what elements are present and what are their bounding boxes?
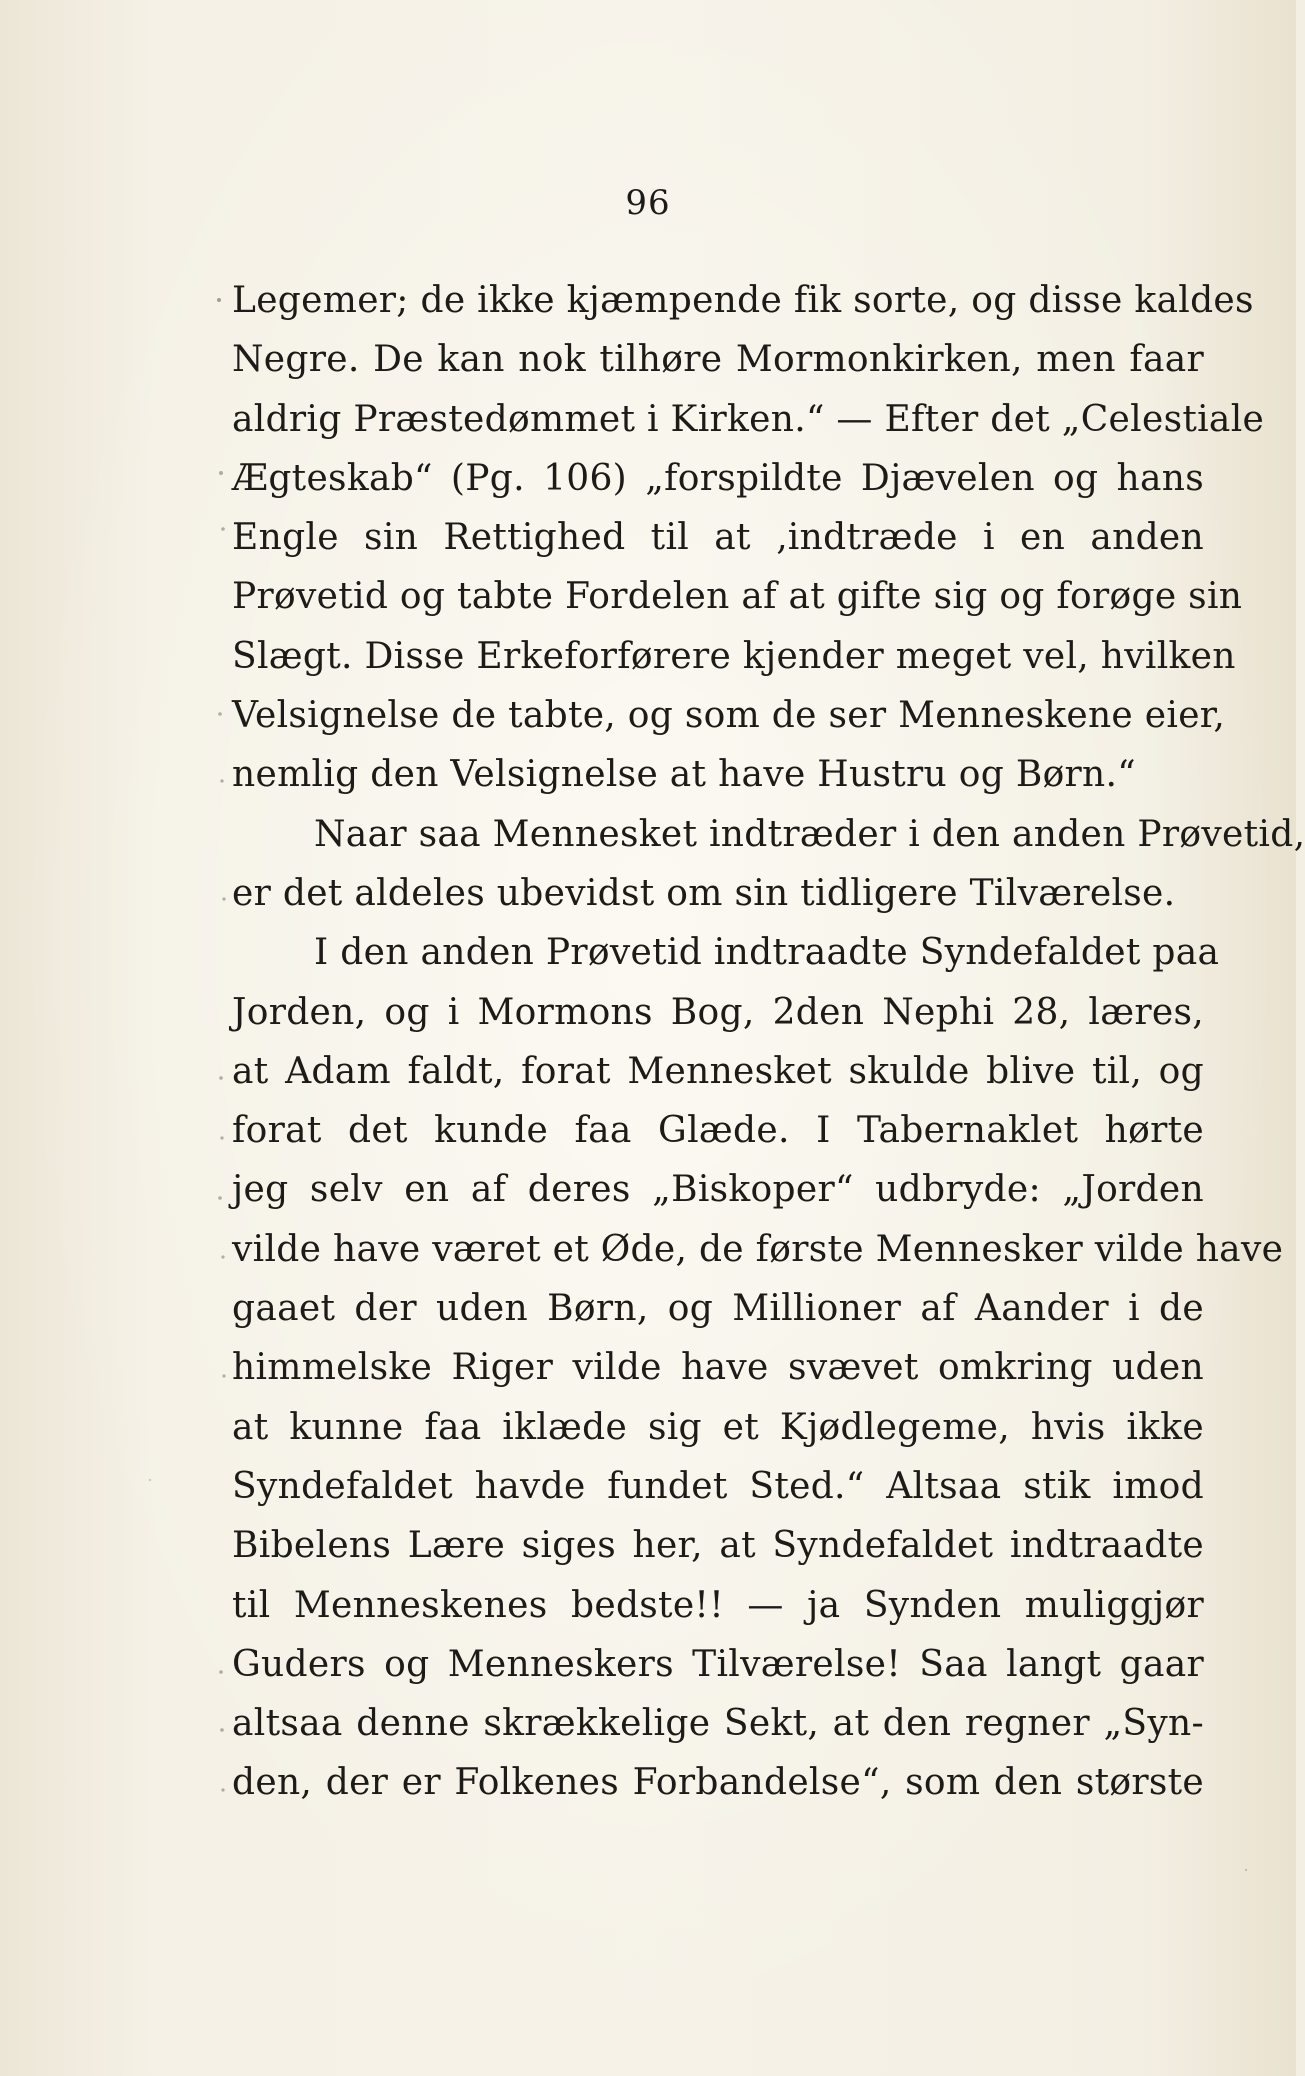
text-line: himmelske Riger vilde have svævet omkring uden (232, 1347, 1204, 1389)
text-line: Ægteskab“ (Pg. 106) „forspildte Djævelen og hans (232, 457, 1204, 499)
text-line: Bibelens Lære siges her, at Syndefaldet indtraadte (232, 1525, 1204, 1567)
text-line: Velsignelse de tabte, og som de ser Menneskene eier, (232, 695, 1226, 737)
text-line: den, der er Folkenes Forbandelse“, som den største (232, 1762, 1204, 1804)
text-line: Legemer; de ikke kjæmpende fik sorte, og disse kaldes (232, 280, 1254, 321)
text-line: Syndefaldet havde fundet Sted.“ Altsaa stik imod (232, 1465, 1204, 1507)
text-line: at Adam faldt, forat Mennesket skulde blive til, og (232, 1050, 1204, 1092)
text-line: Naar saa Mennesket indtræder i den anden Prøvetid, (314, 813, 1305, 855)
text-line: altsaa denne skrækkelige Sekt, at den regner „Syn- (232, 1703, 1204, 1745)
text-line: Slægt. Disse Erkeforførere kjender meget vel, hvilken (232, 635, 1236, 677)
text-line: Guders og Menneskers Tilværelse! Saa langt gaar (232, 1643, 1204, 1685)
text-line: forat det kunde faa Glæde. I Tabernaklet hørte (232, 1110, 1204, 1152)
page-number: 96 (625, 183, 671, 223)
text-line: gaaet der uden Børn, og Millioner af Aander i de (232, 1288, 1204, 1330)
text-line: at kunne faa iklæde sig et Kjødlegeme, hvis ikke (232, 1406, 1204, 1448)
text-line: Engle sin Rettighed til at ‚indtræde i en anden (232, 517, 1204, 559)
text-line: vilde have været et Øde, de første Mennesker vilde have (232, 1228, 1284, 1270)
text-line: Jorden, og i Mormons Bog, 2den Nephi 28, læres, (232, 991, 1204, 1033)
text-line: aldrig Præstedømmet i Kirken.“ — Efter det „Celestiale (232, 398, 1265, 440)
text-line: Negre. De kan nok tilhøre Mormonkirken, men faar (232, 339, 1204, 381)
text-line: Prøvetid og tabte Fordelen af at gifte sig og forøge sin (232, 576, 1243, 618)
text-line: er det aldeles ubevidst om sin tidligere Tilværelse. (232, 872, 1176, 914)
text-line: nemlig den Velsignelse at have Hustru og Børn.“ (232, 754, 1136, 796)
body-text (232, 271, 1305, 1813)
text-line: I den anden Prøvetid indtraadte Syndefaldet paa (314, 932, 1220, 974)
text-line: til Menneskenes bedste!! — ja Synden muliggjør (232, 1584, 1204, 1626)
text-line: jeg selv en af deres „Biskoper“ udbryde: „Jorden (232, 1169, 1204, 1211)
